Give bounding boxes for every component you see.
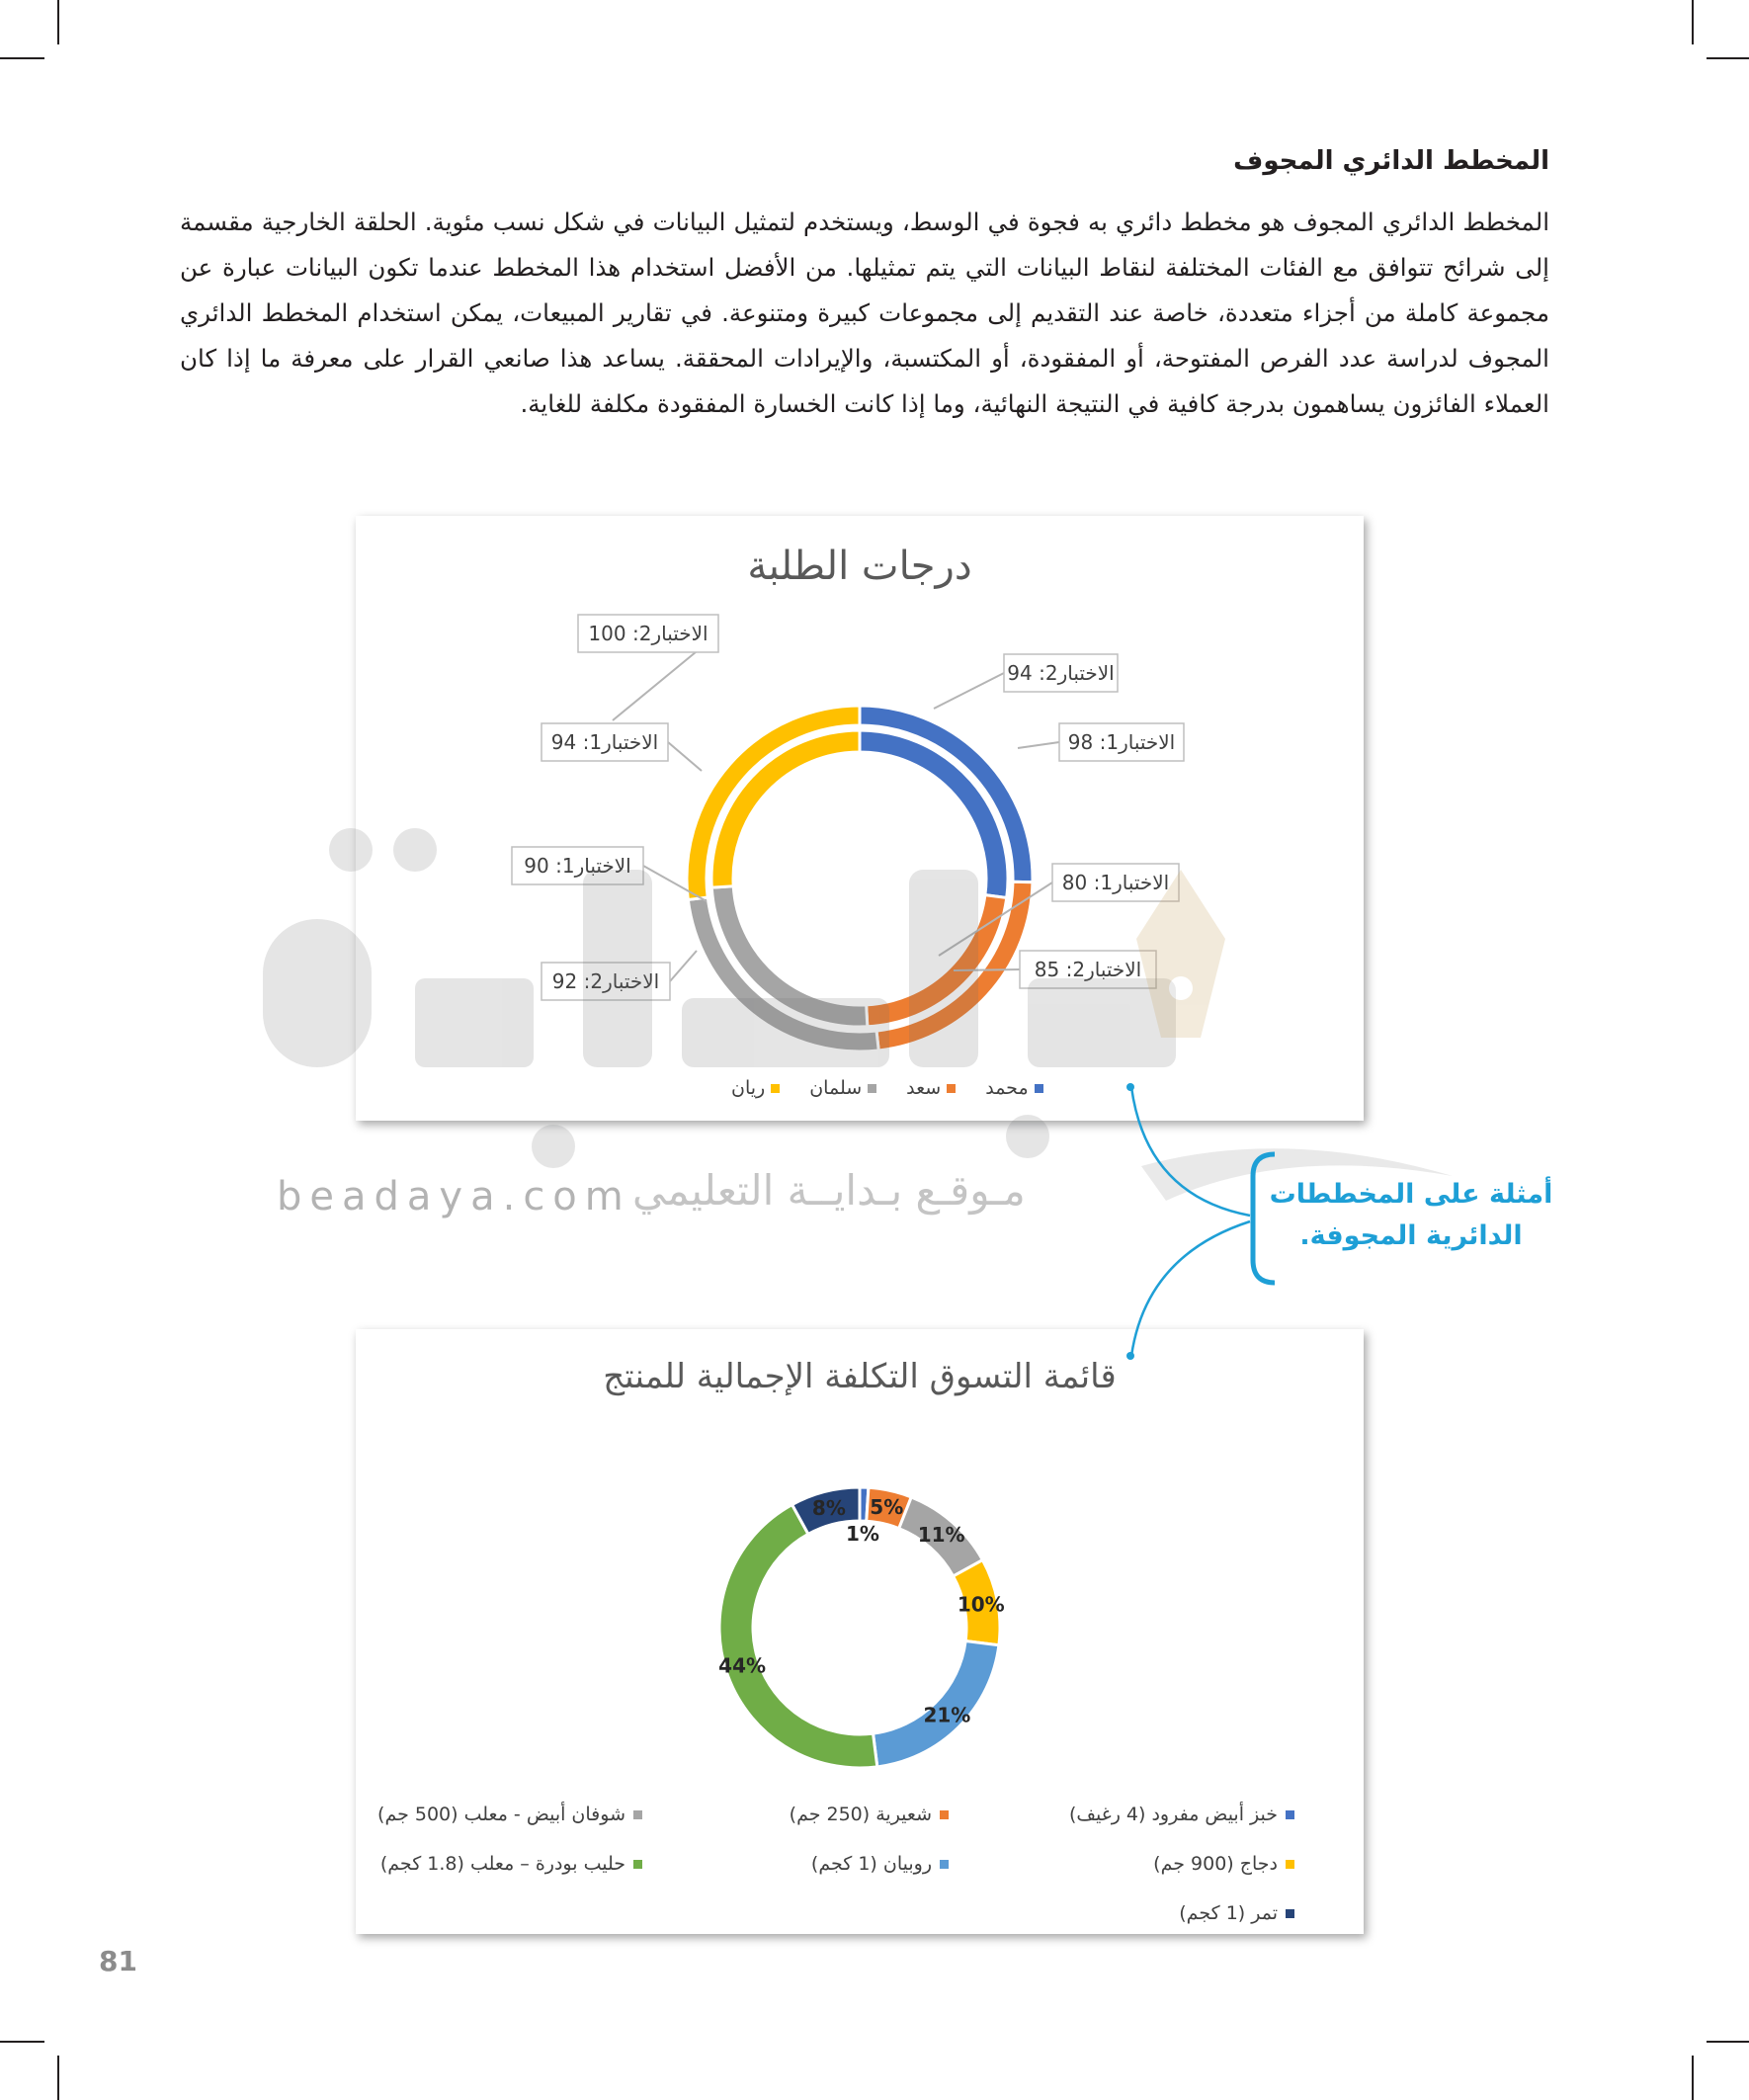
chart1-slice-الاختبار1-سلمان [711, 886, 868, 1027]
chart2-legend-item [1069, 1804, 1294, 1825]
chart-shopping-list [356, 1329, 1364, 1934]
legend-swatch [1286, 1860, 1294, 1869]
chart1-leader-line [934, 673, 1004, 709]
legend-label: شعيرية (250 جم) [789, 1804, 932, 1825]
chart2-data-label: 8% [811, 1495, 846, 1520]
chart2-data-label: 10% [957, 1592, 1005, 1617]
chart2-legend-item [1179, 1902, 1294, 1924]
legend-label: ريان [731, 1077, 766, 1099]
legend-label: خبز أبيض مفرود (4 رغيف) [1068, 1804, 1278, 1825]
crop-mark [1707, 57, 1749, 59]
crop-mark [1692, 0, 1694, 44]
legend-swatch [940, 1860, 949, 1869]
legend-swatch [947, 1084, 956, 1093]
legend-swatch [633, 1860, 642, 1869]
chart1-data-label: الاختبار2: 100 [588, 622, 708, 645]
chart2-legend [356, 1329, 1364, 1934]
chart1-leader-line [670, 951, 697, 981]
chart2-data-label: 5% [870, 1495, 904, 1520]
chart2-legend-item [790, 1804, 949, 1825]
legend-swatch [1286, 1810, 1294, 1819]
chart2-legend-item [1153, 1853, 1294, 1875]
chart2-legend-item [811, 1853, 949, 1875]
chart1-legend-item [906, 1077, 956, 1099]
crop-mark [57, 0, 59, 44]
chart1-legend-item [731, 1077, 780, 1099]
legend-label: سلمان [809, 1077, 863, 1099]
legend-swatch [771, 1084, 780, 1093]
chart1-data-label: الاختبار2: 92 [551, 969, 660, 993]
legend-swatch [868, 1084, 876, 1093]
legend-swatch [1286, 1909, 1294, 1918]
chart1-data-label: الاختبار1: 98 [1067, 730, 1176, 754]
legend-label: دجاج (900 جم) [1153, 1853, 1278, 1875]
watermark-domain: beadaya.com [277, 1174, 631, 1219]
legend-label: روبيان (1 كجم) [810, 1853, 932, 1875]
legend-swatch [940, 1810, 949, 1819]
legend-label: سعد [906, 1077, 942, 1099]
section-heading: المخطط الدائري المجوف [1233, 146, 1549, 176]
chart1-slice-الاختبار1-سعد [867, 895, 1007, 1027]
chart1-data-label: الاختبار1: 90 [524, 854, 631, 878]
chart2-data-label: 11% [917, 1523, 965, 1548]
chart1-leader-line [954, 969, 1020, 970]
chart1-leader-line [668, 742, 702, 771]
legend-swatch [633, 1810, 642, 1819]
chart1-data-label: الاختبار1: 94 [550, 730, 659, 754]
callout-text: أمثلة على المخططات الدائرية المجوفة. [1269, 1179, 1553, 1251]
legend-label: شوفان أبيض - معلب (500 جم) [377, 1804, 625, 1825]
chart1-legend [731, 1077, 1043, 1099]
crop-mark [57, 2056, 59, 2100]
legend-label: محمد [985, 1077, 1029, 1099]
chart1-data-label: الاختبار2: 94 [1007, 661, 1115, 685]
chart1-legend-item [809, 1077, 876, 1099]
chart2-data-label: 44% [718, 1653, 767, 1678]
page-number: 81 [99, 1945, 137, 1977]
watermark-tagline: مـوقـع بـدايــة التعليمي [632, 1166, 1026, 1215]
chart2-title: قائمة التسوق التكلفة الإجمالية للمنتج [603, 1357, 1117, 1396]
chart1-svg [356, 516, 1364, 1121]
crop-mark [0, 2041, 44, 2043]
chart1-data-label: الاختبار2: 85 [1034, 958, 1142, 981]
chart2-data-label: 1% [845, 1522, 879, 1547]
chart1-leader-line [1018, 742, 1059, 748]
crop-mark [1707, 2041, 1749, 2043]
crop-mark [1692, 2056, 1694, 2100]
chart1-slice-الاختبار1-محمد [860, 730, 1008, 897]
legend-label: حليب بودرة – معلب (1.8 كجم) [379, 1853, 625, 1875]
chart1-legend-item [985, 1077, 1042, 1099]
legend-swatch [1035, 1084, 1043, 1093]
chart1-title: درجات الطلبة [747, 544, 972, 589]
chart2-legend-item [377, 1804, 642, 1825]
crop-mark [0, 57, 44, 59]
chart2-legend-item [380, 1853, 642, 1875]
chart1-data-label: الاختبار1: 80 [1061, 871, 1170, 894]
body-paragraph: المخطط الدائري المجوف هو مخطط دائري به فجوة في الوسط، ويستخدم لتمثيل البيانات في شكل نسب مئوية. الحلقة الخارجية مقسمة إلى شرائح تتوافق مع الفئات المختلفة لنقاط البيانات التي يتم تمثيلها. من الأفضل استخدام هذا المخطط عندما تكون البيانات عبارة عن مجموعة كاملة من أجزاء متعددة، خاصة عند التقديم إلى مجموعات كبيرة ومتنوعة. في تقارير المبيعات، يمكن استخدام المخطط الدائري المجوف لدراسة عدد الفرص المفتوحة، أو المفقودة، أو المكتسبة، والإيرادات المحققة. يساعد هذا صانعي القرار على معرفة ما إذا كان العملاء الفائزون يساهمون بدرجة كافية في النتيجة النهائية، وما إذا كانت الخسارة المفقودة مكلفة للغاية. [180, 208, 1549, 418]
chart2-data-label: 21% [923, 1703, 971, 1727]
legend-label: تمر (1 كجم) [1179, 1902, 1278, 1924]
chart1-slice-الاختبار1-ريان [711, 730, 860, 887]
chart-student-grades [356, 516, 1364, 1121]
